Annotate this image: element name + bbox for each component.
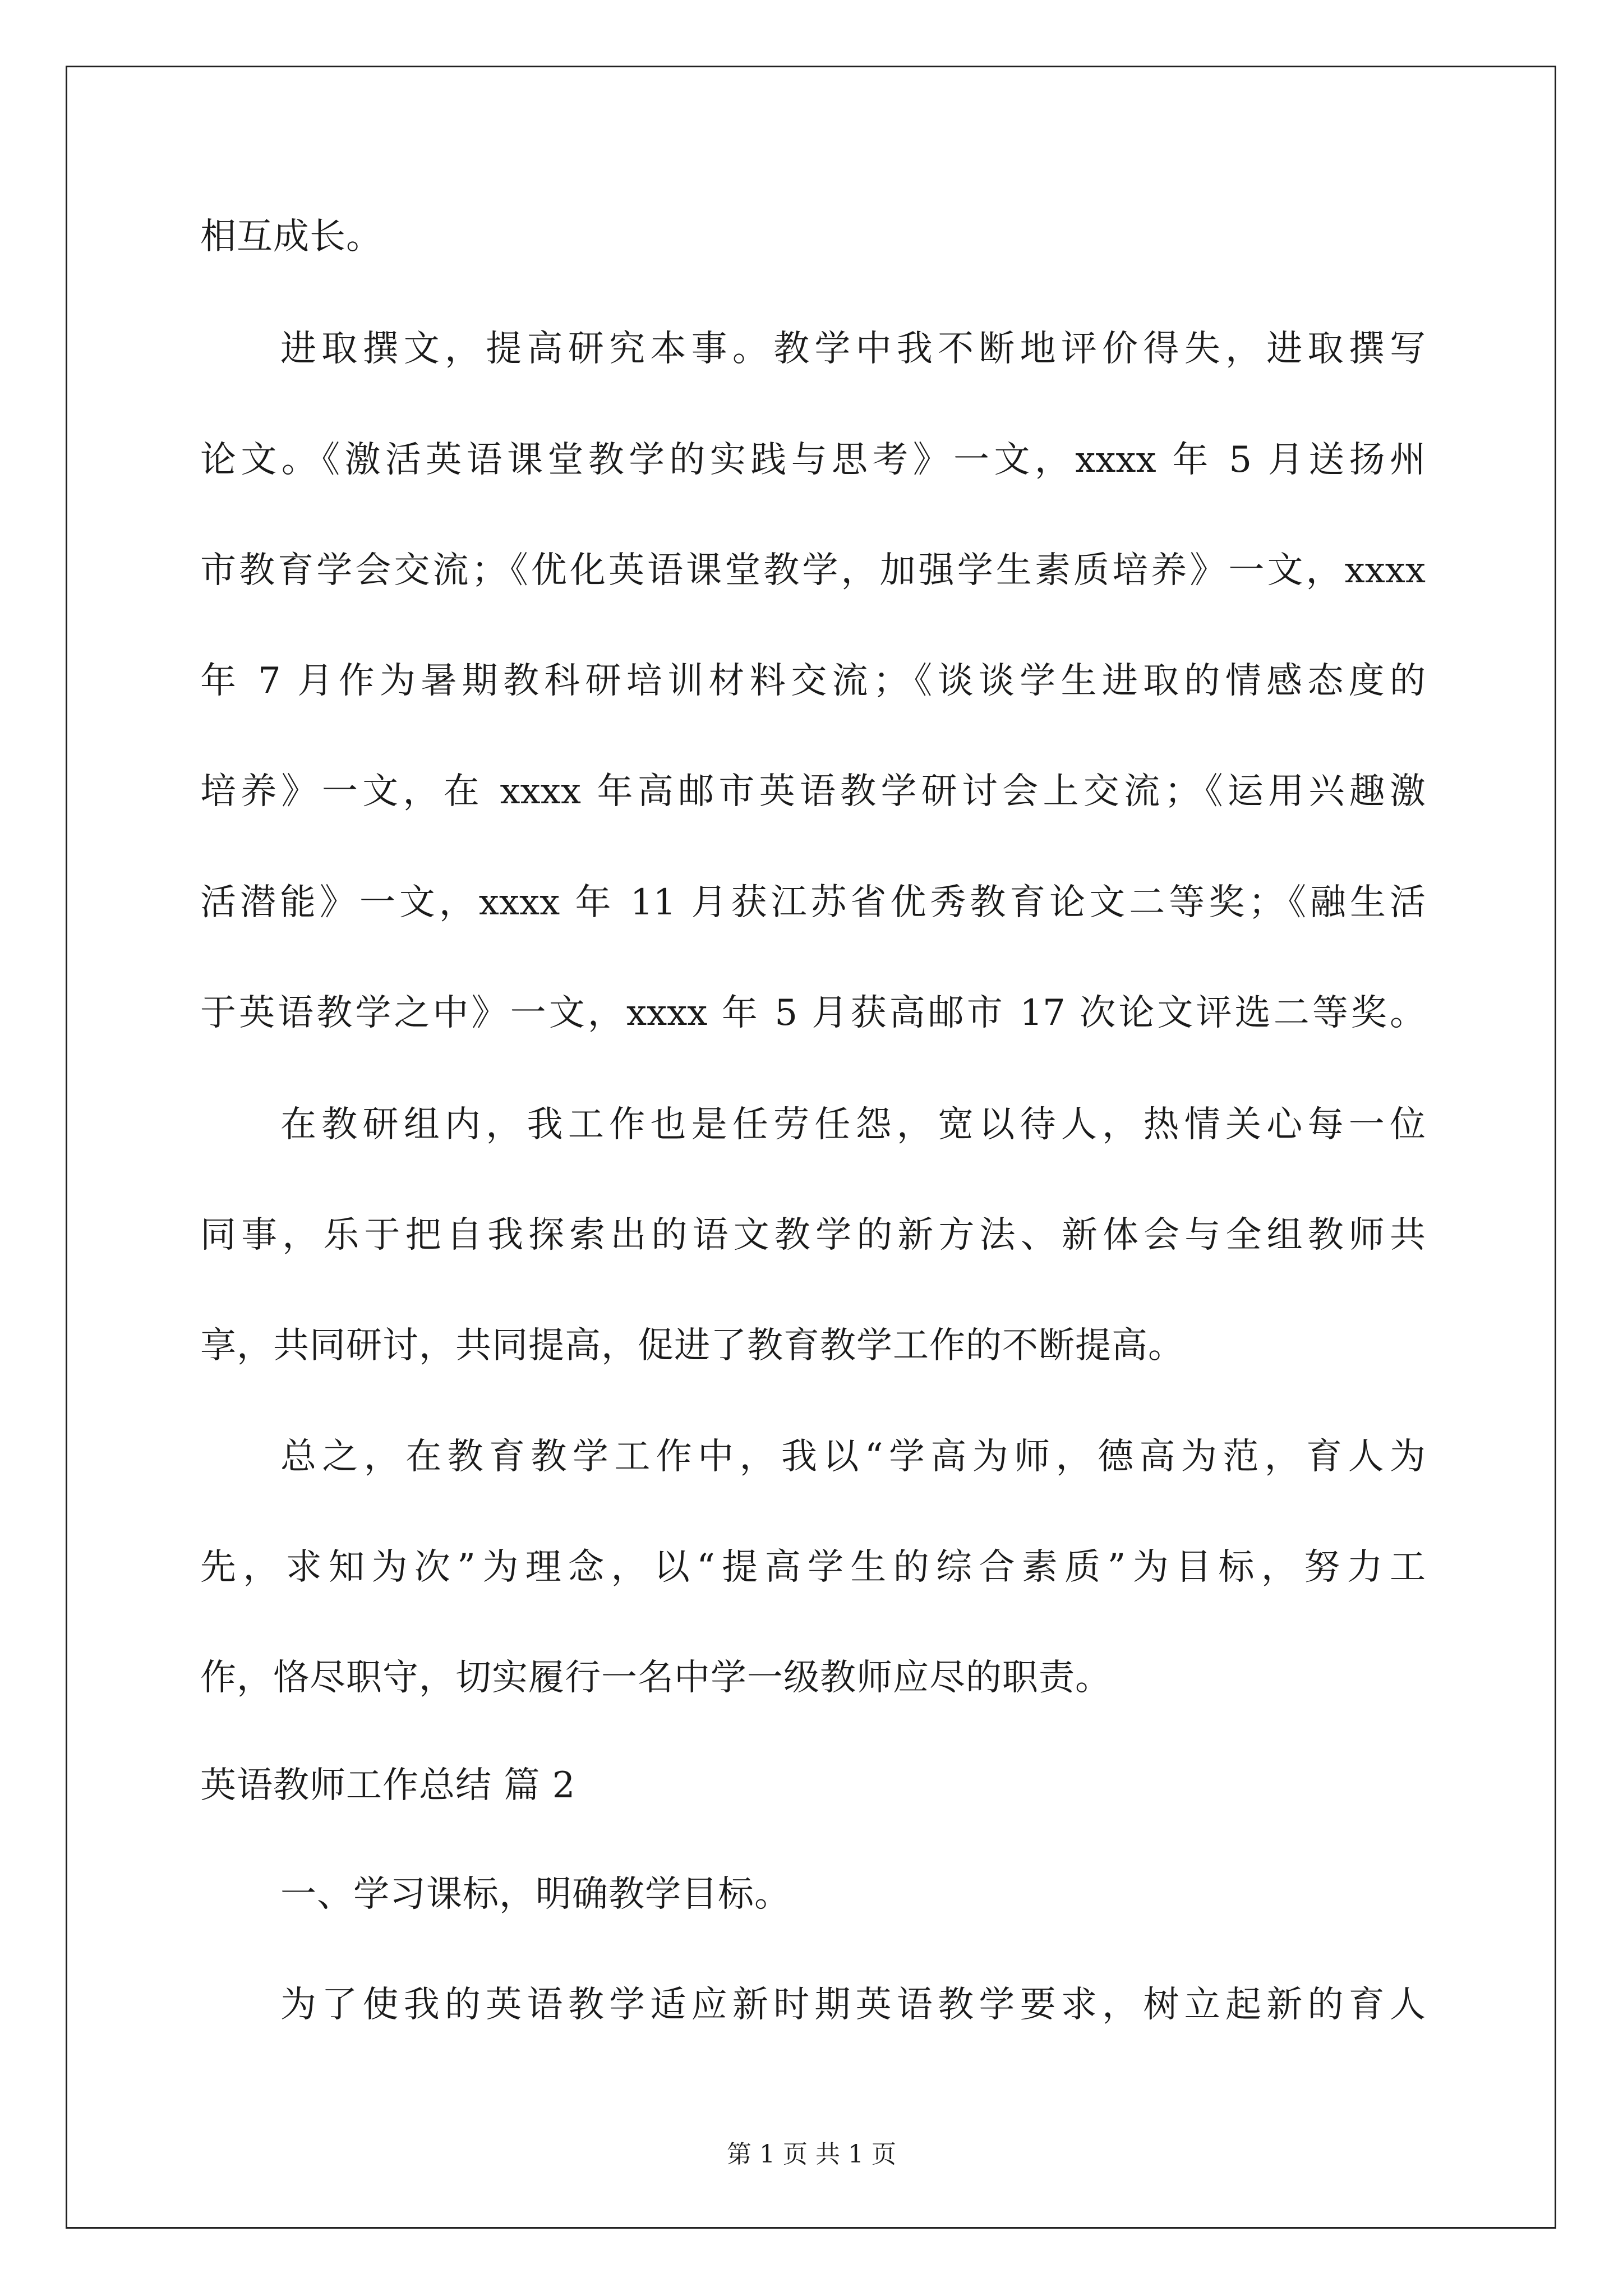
page-footer: 第 1 页 共 1 页 bbox=[727, 2140, 896, 2169]
text-line-8: 于英语教学之中》一文，xxxx 年 5 月获高邮市 17 次论文评选二等奖。 bbox=[200, 992, 1426, 1034]
text-line-10: 同事，乐于把自我探索出的语文教学的新方法、新体会与全组教师共 bbox=[200, 1214, 1426, 1256]
text-line-13: 先，求知为次”为理念，以“提高学生的综合素质”为目标，努力工 bbox=[200, 1547, 1426, 1588]
text-line-12: 总之，在教育教学工作中，我以“学高为师，德高为范，育人为 bbox=[280, 1436, 1426, 1478]
text-line-1: 相互成长。 bbox=[200, 216, 382, 257]
text-line-17: 为了使我的英语教学适应新时期英语教学要求，树立起新的育人 bbox=[280, 1984, 1426, 2026]
text-line-9: 在教研组内，我工作也是任劳任怨，宽以待人，热情关心每一位 bbox=[280, 1104, 1426, 1145]
text-line-7: 活潜能》一文，xxxx 年 11 月获江苏省优秀教育论文二等奖；《融生活 bbox=[200, 882, 1426, 923]
text-line-3: 论文。《激活英语课堂教学的实践与思考》一文，xxxx 年 5 月送扬州 bbox=[200, 439, 1426, 481]
text-line-6: 培养》一文，在 xxxx 年高邮市英语教学研讨会上交流；《运用兴趣激 bbox=[200, 771, 1426, 812]
text-line-16: 一、学习课标，明确教学目标。 bbox=[280, 1874, 791, 1915]
text-line-11: 享，共同研讨，共同提高，促进了教育教学工作的不断提高。 bbox=[200, 1325, 1184, 1366]
text-line-14: 作，恪尽职守，切实履行一名中学一级教师应尽的职责。 bbox=[200, 1657, 1112, 1699]
section-heading: 英语教师工作总结 篇 2 bbox=[200, 1765, 576, 1806]
text-line-4: 市教育学会交流；《优化英语课堂教学，加强学生素质培养》一文，xxxx bbox=[200, 550, 1426, 591]
text-line-5: 年 7 月作为暑期教科研培训材料交流；《谈谈学生进取的情感态度的 bbox=[200, 660, 1426, 702]
text-line-2: 进取撰文，提高研究本事。教学中我不断地评价得失，进取撰写 bbox=[280, 328, 1426, 370]
